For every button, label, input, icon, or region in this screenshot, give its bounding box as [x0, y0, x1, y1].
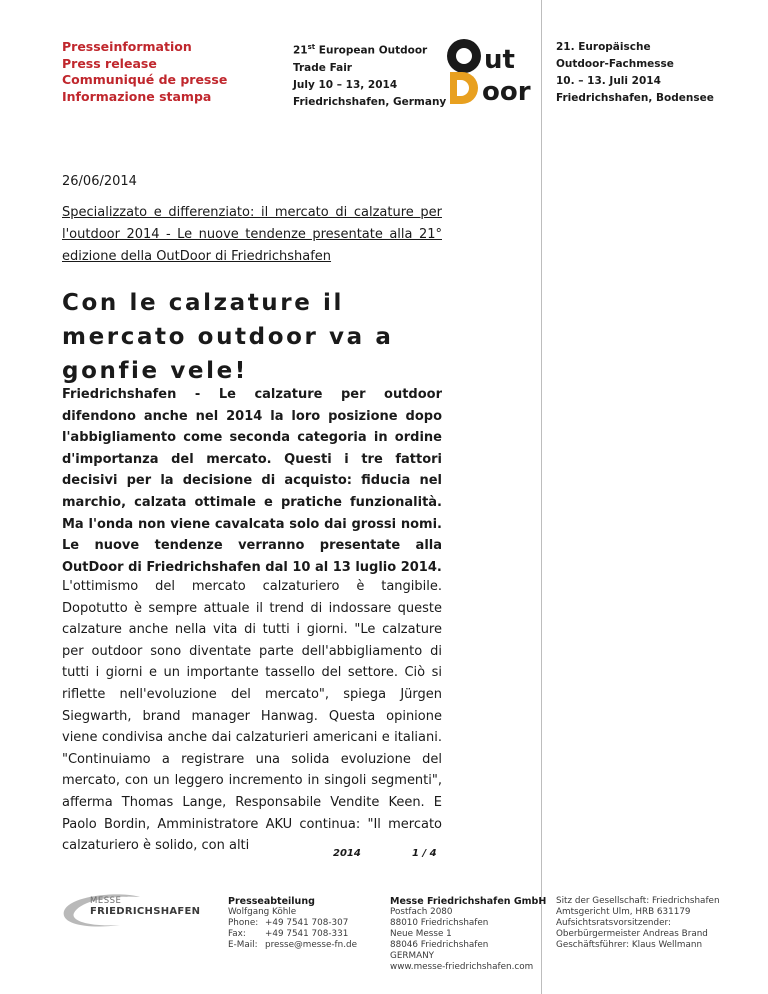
- email-link[interactable]: presse@messe-fn.de: [265, 940, 357, 950]
- press-contact-name: Wolfgang Köhle: [228, 907, 297, 917]
- event-location: Friedrichshafen, Germany: [293, 95, 447, 108]
- legal-info: [556, 896, 720, 951]
- fax-label: Fax:: [228, 929, 246, 939]
- event-edition-number: 21: [293, 44, 308, 57]
- event-dates-de: 10. – 13. Juli 2014: [556, 75, 661, 87]
- event-subtitle: Trade Fair: [293, 61, 352, 74]
- event-dates: July 10 – 13, 2014: [293, 78, 398, 91]
- page-number: 1 / 4: [412, 848, 437, 859]
- lead-paragraph: Friedrichshafen - Le calzature per outdoor difendono anche nel 2014 la loro posizione dopo l'abbigliamento come seconda categoria in ordine d'importanza del mercato. Questi i tre fattori decisivi per la decisione di acquisto: fiducia nel marchio, calzata ottimale e pratiche funzionalità. Ma l'onda non viene cavalcata solo dai grossi nomi. Le nuove tendenze verranno presentate alla OutDoor di Friedrichshafen dal 10 al 13 luglio 2014.: [62, 387, 442, 575]
- event-subtitle-de: Outdoor-Fachmesse: [556, 58, 674, 70]
- event-title-text: European Outdoor: [315, 44, 428, 57]
- logo-text-top: ut: [484, 45, 515, 75]
- legal-line: Geschäftsführer: Klaus Wellmann: [556, 940, 703, 950]
- phone-label: Phone:: [228, 918, 259, 928]
- logo-text-bottom: oor: [482, 77, 531, 106]
- footer-year: 2014: [333, 848, 361, 859]
- press-email: [228, 940, 357, 951]
- outdoor-logo: [440, 34, 540, 106]
- press-info-labels: [62, 39, 227, 105]
- event-title-de: 21. Europäische: [556, 41, 651, 53]
- event-edition-suffix: st: [307, 43, 316, 51]
- body-paragraph: L'ottimismo del mercato calzaturiero è tangibile. Dopotutto è sempre attuale il trend di indossare queste calzature anche nella vita di tutti i giorni. "Le calzature per outdoor sono diventate parte dell'abbigliamento di tutti i giorni e un importante tassello del settore. Ciò si riflette nell'evoluzione del mercato", spiega Jürgen Siegwarth, brand manager Hanwag. Questa opinione viene condivisa anche dai calzaturieri americani e italiani. "Continuiamo a registrare una solida evoluzione del mercato, con un leggero incremento in singoli segmenti", afferma Thomas Lange, Responsabile Vendite Keen. E Paolo Bordin, Amministratore AKU continua: "Il mercato calzaturiero è solido, con alti: [62, 579, 442, 854]
- company-address: [390, 896, 546, 970]
- address-line: Neue Messe 1: [390, 929, 452, 939]
- email-label: E-Mail:: [228, 940, 258, 950]
- event-info-de: [556, 39, 714, 107]
- press-phone: [228, 918, 357, 929]
- address-line: 88046 Friedrichshafen: [390, 940, 489, 950]
- event-location-de: Friedrichshafen, Bodensee: [556, 92, 714, 104]
- phone-value: +49 7541 708-307: [265, 918, 349, 928]
- press-contact-heading: Presseabteilung: [228, 896, 315, 907]
- press-info-de: Presseinformation: [62, 39, 192, 54]
- fax-value: +49 7541 708-331: [265, 929, 349, 939]
- press-fax: [228, 929, 357, 940]
- headline: Con le calzature il mercato outdoor va a gonfie vele!: [62, 290, 394, 384]
- address-line: 88010 Friedrichshafen: [390, 918, 489, 928]
- press-contact: [228, 896, 357, 951]
- address-line: Postfach 2080: [390, 907, 453, 917]
- legal-line: Sitz der Gesellschaft: Friedrichshafen: [556, 896, 720, 906]
- legal-line: Oberbürgermeister Andreas Brand: [556, 929, 708, 939]
- event-info-en: [293, 39, 446, 111]
- press-info-it: Informazione stampa: [62, 88, 212, 104]
- event-title-line: [293, 39, 446, 60]
- company-heading: Messe Friedrichshafen GmbH: [390, 896, 547, 907]
- press-info-fr: Communiqué de presse: [62, 72, 228, 87]
- legal-line: Amtsgericht Ulm, HRB 631179: [556, 907, 691, 917]
- company-website-link[interactable]: www.messe-friedrichshafen.com: [390, 962, 534, 970]
- logo-text-messe: MESSE: [90, 896, 122, 906]
- subheading: Specializzato e differenziato: il mercato di calzature per l'outdoor 2014 - Le nuove tendenze presentate alla 21° edizione della OutDoor di Friedrichshafen: [62, 205, 442, 264]
- release-date: 26/06/2014: [62, 174, 137, 189]
- logo-text-friedrichshafen: FRIEDRICHSHAFEN: [90, 906, 201, 917]
- header-divider-line: [541, 0, 542, 994]
- press-info-en: Press release: [62, 55, 157, 71]
- legal-line: Aufsichtsratsvorsitzender:: [556, 918, 671, 928]
- address-line: GERMANY: [390, 951, 435, 961]
